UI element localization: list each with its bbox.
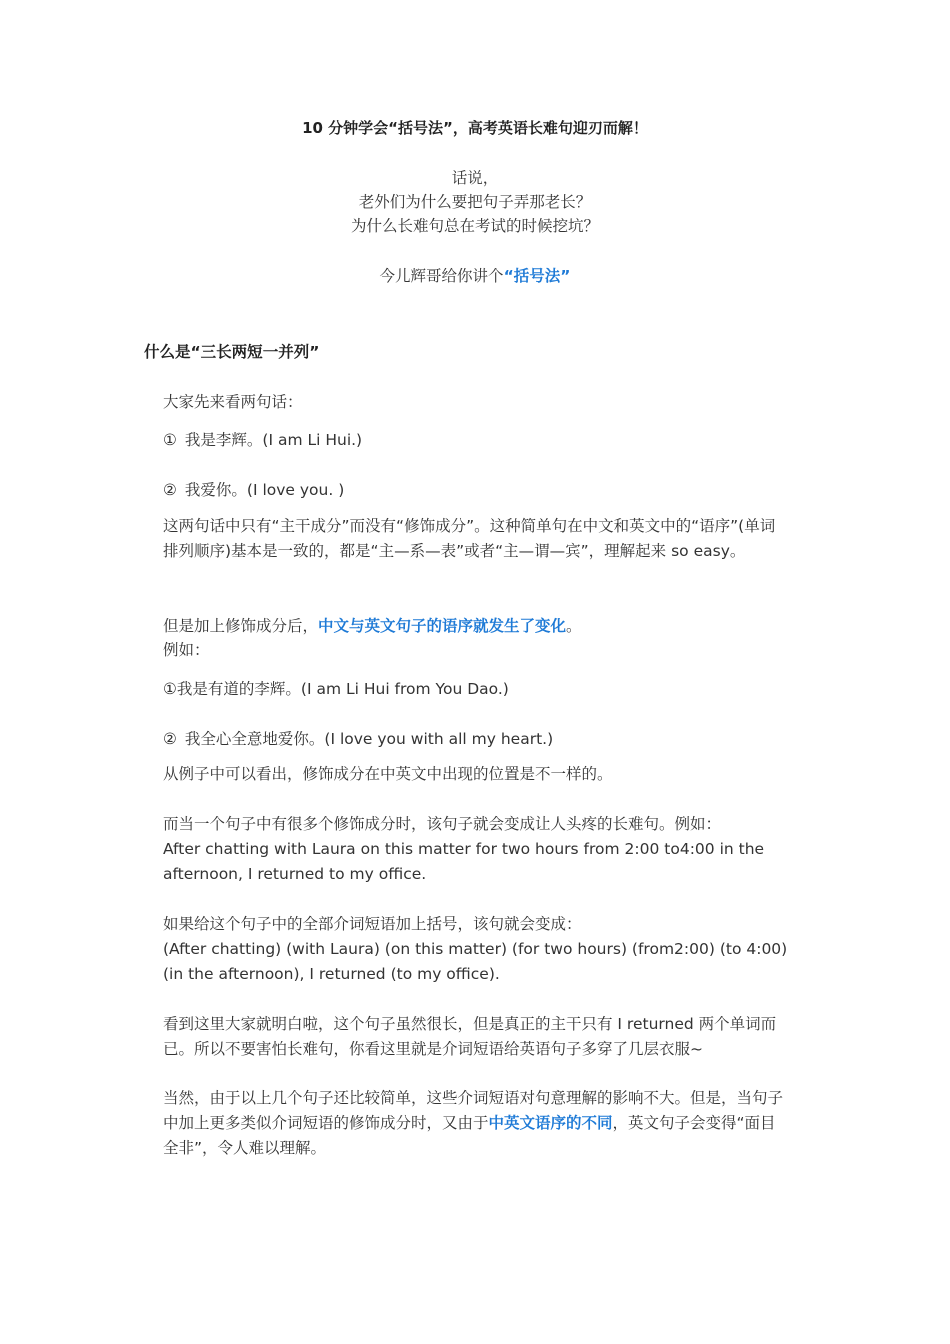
example-3-text: 我是有道的李辉。(I am Li Hui from You Dao.): [176, 680, 509, 698]
word-order-text: 但是加上修饰成分后，: [163, 617, 319, 635]
long-sentence: After chatting with Laura on this matter for two hours from 2:00 to4:00 in the afternoon, I returned to my office.: [163, 840, 765, 883]
article-title: 10 分钟学会“括号法”，高考英语长难句迎刃而解！: [302, 119, 648, 137]
intro-line-1: 话说，: [451, 169, 499, 187]
intro-hook-highlight: “括号法”: [503, 267, 571, 285]
word-order-paragraph: [163, 614, 582, 639]
example-intro: 例如：: [163, 641, 210, 659]
example-3: [163, 677, 509, 702]
long-sentence-intro: 而当一个句子中有很多个修饰成分时，该句子就会变成让人头疼的长难句。例如：: [163, 815, 722, 833]
example-4-text: 我全心全意地爱你。(I love you with all my heart.): [184, 730, 554, 748]
example-3-number: ①: [163, 680, 177, 698]
final-suffix: ，英文句子会变得“面目全非”，令人难以理解。: [163, 1114, 776, 1157]
intro-hook-text: 今儿辉哥给你讲个: [379, 267, 504, 285]
intro-line-3: 为什么长难句总在考试的时候挖坑？: [350, 217, 599, 235]
final-paragraph: [163, 1086, 788, 1161]
intro-hook: [0, 264, 950, 289]
word-order-suffix: 。: [566, 617, 582, 635]
lead-paragraph: 大家先来看两句话：: [163, 393, 303, 411]
final-text: 当然，由于以上几个句子还比较简单，这些介词短语对句意理解的影响不大。但是，当句子中加上更多类似介词短语的修饰成分时，又由于: [163, 1089, 784, 1132]
section-heading: 什么是“三长两短一并列”: [144, 343, 320, 361]
example-1: [163, 428, 362, 453]
example-2-text: 我爱你。(I love you. ): [184, 481, 345, 499]
understanding-paragraph: 看到这里大家就明白啦，这个句子虽然很长，但是真正的主干只有 I returned 两个单词而已。所以不要害怕长难句，你看这里就是介词短语给英语句子多穿了几层衣服~: [163, 1015, 777, 1058]
example-1-number: ①: [163, 431, 177, 449]
example-2: [163, 478, 344, 503]
intro-line-2: 老外们为什么要把句子弄那老长？: [358, 193, 592, 211]
example-4: [163, 727, 553, 752]
bracket-sentence: (After chatting) (with Laura) (on this matter) (for two hours) (from2:00) (to 4:00) (in the afternoon), I returned (to my office).: [163, 940, 788, 983]
example-4-number: ②: [163, 730, 177, 748]
word-order-highlight: 中文与英文句子的语序就发生了变化: [318, 617, 567, 635]
simple-sentence-paragraph: 这两句话中只有“主干成分”而没有“修饰成分”。这种简单句在中文和英文中的“语序”(单词排列顺序)基本是一致的，都是“主—系—表”或者“主—谓—宾”，理解起来 so easy。: [163, 517, 776, 560]
bracket-intro: 如果给这个句子中的全部介词短语加上括号，该句就会变成：: [163, 915, 582, 933]
final-highlight: 中英文语序的不同: [488, 1114, 613, 1132]
example-2-number: ②: [163, 481, 177, 499]
example-1-text: 我是李辉。(I am Li Hui.): [184, 431, 363, 449]
observation-paragraph: 从例子中可以看出，修饰成分在中英文中出现的位置是不一样的。: [163, 765, 613, 783]
